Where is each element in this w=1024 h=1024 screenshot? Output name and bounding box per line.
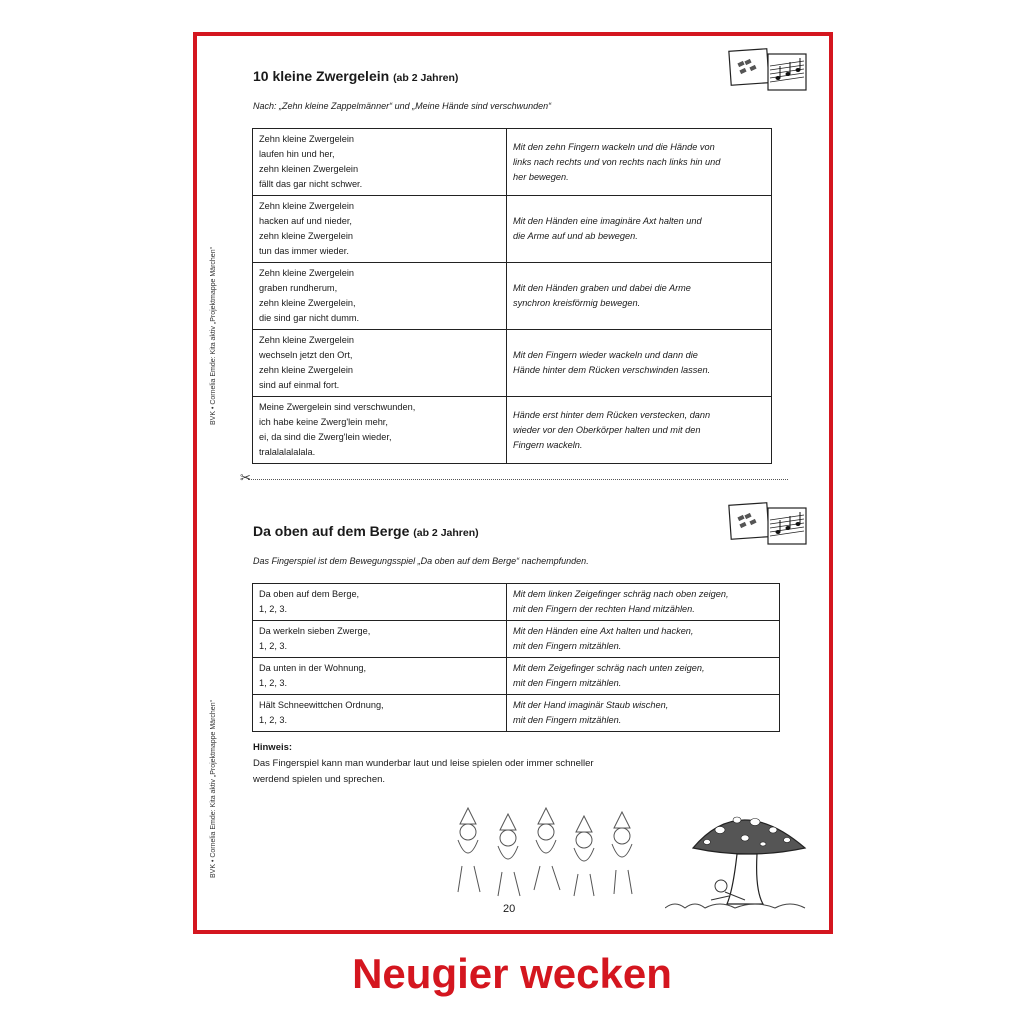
hint-line: werdend spielen und sprechen. (253, 774, 386, 785)
section1-age: (ab 2 Jahren) (393, 72, 459, 84)
action-line: mit den Fingern mitzählen. (513, 715, 622, 725)
verse-line: ei, da sind die Zwerg'lein wieder, (259, 432, 392, 442)
action-line: Hände erst hinter dem Rücken verstecken, dann (513, 409, 711, 420)
section2-title (253, 523, 479, 539)
table-row (253, 695, 780, 732)
verse-line: zehn kleine Zwergelein (259, 365, 353, 375)
action-line: her bewegen. (513, 171, 569, 182)
action-line: Mit den Händen graben und dabei die Arme (513, 283, 691, 293)
hands-music-badge-icon (728, 48, 808, 92)
section1-subtitle: Nach: „Zehn kleine Zappelmänner“ und „Meine Hände sind verschwunden“ (253, 101, 552, 111)
action-cell (507, 658, 780, 695)
verse-line: tun das immer wieder. (259, 246, 349, 256)
table-row (253, 263, 772, 330)
verse-line: 1, 2, 3. (259, 715, 288, 725)
verse-line: die sind gar nicht dumm. (259, 313, 360, 323)
verse-cell (253, 330, 507, 397)
verse-line: tralalalalalala. (259, 447, 316, 457)
dwarfs-illustration (440, 806, 660, 902)
scissors-icon: ✂ (240, 470, 251, 485)
action-line: mit den Fingern der rechten Hand mitzählen. (513, 604, 695, 614)
side-credit-top: BVK • Cornelia Emde: Kita aktiv „Projektmappe Märchen“ (210, 247, 217, 425)
verse-line: ich habe keine Zwerg'lein mehr, (259, 417, 388, 427)
verse-line: Zehn kleine Zwergelein (259, 134, 354, 144)
action-cell (507, 263, 772, 330)
hint-block (253, 740, 594, 788)
verse-line: Zehn kleine Zwergelein (259, 335, 354, 345)
action-line: Mit den Fingern wieder wackeln und dann die (513, 350, 698, 360)
verse-cell (253, 196, 507, 263)
verse-line: Hält Schneewittchen Ordnung, (259, 700, 384, 710)
verse-line: Zehn kleine Zwergelein (259, 268, 354, 278)
verse-line: wechseln jetzt den Ort, (259, 350, 353, 360)
table-row (253, 196, 772, 263)
table-row (253, 397, 772, 464)
action-line: Mit den Händen eine imaginäre Axt halten und (513, 216, 702, 226)
verse-cell (253, 658, 507, 695)
cut-line (248, 479, 788, 480)
table-row (253, 129, 772, 196)
verse-line: zehn kleine Zwergelein, (259, 298, 356, 308)
table-row (253, 584, 780, 621)
side-credit-bottom: BVK • Cornelia Emde: Kita aktiv „Projektmappe Märchen“ (210, 700, 217, 878)
section2-subtitle: Das Fingerspiel ist dem Bewegungsspiel „Da oben auf dem Berge“ nachempfunden. (253, 556, 589, 566)
verse-cell (253, 621, 507, 658)
action-line: Mit der Hand imaginär Staub wischen, (513, 700, 669, 710)
table-row (253, 658, 780, 695)
verse-line: 1, 2, 3. (259, 678, 288, 688)
action-cell (507, 330, 772, 397)
section2-age: (ab 2 Jahren) (413, 527, 479, 539)
action-line: mit den Fingern mitzählen. (513, 678, 622, 688)
page-number: 20 (503, 903, 516, 915)
action-cell (507, 621, 780, 658)
verse-line: zehn kleinen Zwergelein (259, 164, 359, 174)
section1-title-text: 10 kleine Zwergelein (253, 68, 390, 84)
verse-line: graben rundherum, (259, 283, 338, 293)
verse-line: 1, 2, 3. (259, 641, 288, 651)
action-line: Hände hinter dem Rücken verschwinden lassen. (513, 365, 711, 375)
action-line: synchron kreisförmig bewegen. (513, 298, 641, 308)
verse-line: 1, 2, 3. (259, 604, 288, 614)
section2-title-text: Da oben auf dem Berge (253, 523, 410, 539)
verse-line: Da oben auf dem Berge, (259, 589, 360, 599)
mushroom-illustration (665, 800, 815, 918)
hint-heading: Hinweis: (253, 742, 293, 753)
verse-cell (253, 397, 507, 464)
verse-cell (253, 263, 507, 330)
verse-cell (253, 129, 507, 196)
hint-line: Das Fingerspiel kann man wunderbar laut und leise spielen oder immer schneller (253, 758, 594, 769)
verse-line: hacken auf und nieder, (259, 216, 352, 226)
verse-line: Meine Zwergelein sind verschwunden, (259, 402, 416, 412)
action-line: Mit den zehn Fingern wackeln und die Hände von (513, 141, 715, 152)
verse-line: fällt das gar nicht schwer. (259, 179, 363, 189)
table-row (253, 330, 772, 397)
verse-cell (253, 695, 507, 732)
verse-line: Da unten in der Wohnung, (259, 663, 367, 673)
table-row (253, 621, 780, 658)
action-line: Mit dem linken Zeigefinger schräg nach oben zeigen, (513, 589, 729, 599)
action-line: die Arme auf und ab bewegen. (513, 231, 638, 241)
verse-cell (253, 584, 507, 621)
verse-line: laufen hin und her, (259, 149, 335, 159)
section1-title (253, 68, 458, 84)
action-line: wieder vor den Oberkörper halten und mit den (513, 424, 701, 435)
verse-line: sind auf einmal fort. (259, 380, 340, 390)
section2-table (252, 583, 780, 732)
verse-line: zehn kleine Zwergelein (259, 231, 353, 241)
verse-line: Da werkeln sieben Zwerge, (259, 626, 371, 636)
action-cell (507, 397, 772, 464)
hands-music-badge-icon (728, 502, 808, 546)
action-line: links nach rechts und von rechts nach links hin und (513, 156, 721, 167)
section1-table (252, 128, 772, 464)
action-cell (507, 129, 772, 196)
action-line: mit den Fingern mitzählen. (513, 641, 622, 651)
footer-slogan: Neugier wecken (352, 950, 672, 997)
verse-line: Zehn kleine Zwergelein (259, 201, 354, 211)
action-cell (507, 695, 780, 732)
action-cell (507, 196, 772, 263)
action-line: Mit dem Zeigefinger schräg nach unten zeigen, (513, 663, 705, 673)
action-cell (507, 584, 780, 621)
action-line: Mit den Händen eine Axt halten und hacken, (513, 626, 694, 636)
action-line: Fingern wackeln. (513, 439, 583, 450)
